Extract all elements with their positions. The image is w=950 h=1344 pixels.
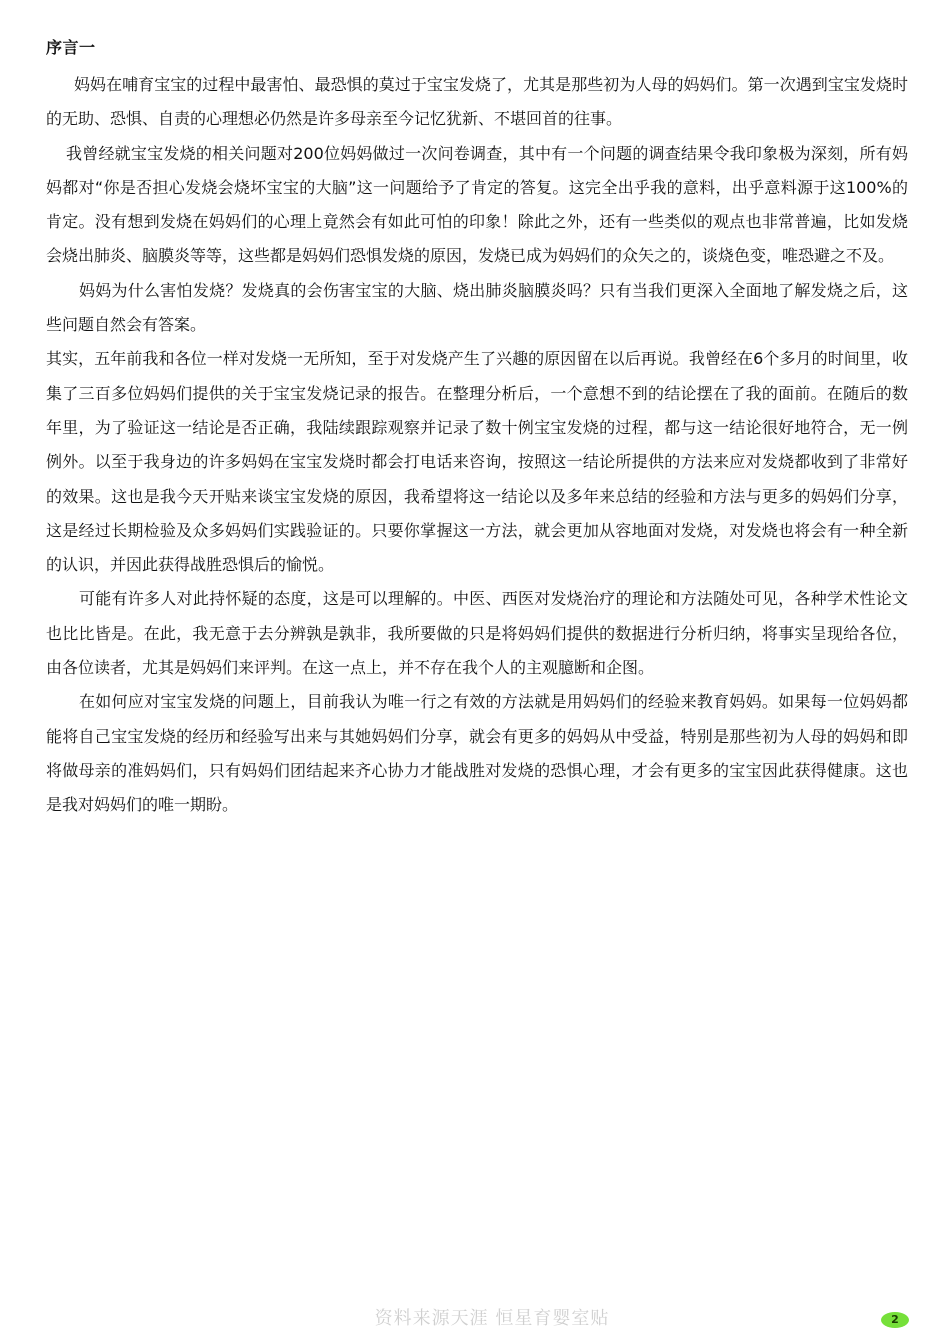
page-number-badge: 2 xyxy=(881,1312,909,1328)
source-watermark: 资料来源天涯 恒星育婴室贴 xyxy=(374,1308,610,1329)
paragraph-3: 妈妈为什么害怕发烧？发烧真的会伤害宝宝的大脑、烧出肺炎脑膜炎吗？只有当我们更深入全面地了解发烧之后，这些问题自然会有答案。 xyxy=(46,280,908,335)
paragraph-5: 可能有许多人对此持怀疑的态度，这是可以理解的。中医、西医对发烧治疗的理论和方法随处可见，各种学术性论文也比比皆是。在此，我无意于去分辨孰是孰非，我所要做的只是将妈妈们提供的数据进行分析归纳，将事实呈现给各位，由各位读者，尤其是妈妈们来评判。在这一点上，并不存在我个人的主观臆断和企图。 xyxy=(46,589,908,678)
section-heading: 序言一 xyxy=(46,38,96,57)
document-body xyxy=(46,36,908,823)
paragraph-4: 其实，五年前我和各位一样对发烧一无所知，至于对发烧产生了兴趣的原因留在以后再说。我曾经在6个多月的时间里，收集了三百多位妈妈们提供的关于宝宝发烧记录的报告。在整理分析后，一个意想不到的结论摆在了我的面前。在随后的数年里，为了验证这一结论是否正确，我陆续跟踪观察并记录了数十例宝宝发烧的过程，都与这一结论很好地符合，无一例例外。以至于我身边的许多妈妈在宝宝发烧时都会打电话来咨询，按照这一结论所提供的方法来应对发烧都收到了非常好的效果。这也是我今天开贴来谈宝宝发烧的原因，我希望将这一结论以及多年来总结的经验和方法与更多的妈妈们分享，这是经过长期检验及众多妈妈们实践验证的。只要你掌握这一方法，就会更加从容地面对发烧，对发烧也将会有一种全新的认识，并因此获得战胜恐惧后的愉悦。 xyxy=(46,349,908,575)
paragraph-6: 在如何应对宝宝发烧的问题上，目前我认为唯一行之有效的方法就是用妈妈们的经验来教育妈妈。如果每一位妈妈都能将自己宝宝发烧的经历和经验写出来与其她妈妈们分享，就会有更多的妈妈从中受益，特别是那些初为人母的妈妈和即将做母亲的准妈妈们，只有妈妈们团结起来齐心协力才能战胜对发烧的恐惧心理，才会有更多的宝宝因此获得健康。这也是我对妈妈们的唯一期盼。 xyxy=(46,692,908,815)
paragraph-1: 妈妈在哺育宝宝的过程中最害怕、最恐惧的莫过于宝宝发烧了，尤其是那些初为人母的妈妈们。第一次遇到宝宝发烧时的无助、恐惧、自责的心理想必仍然是许多母亲至今记忆犹新、不堪回首的往事。 xyxy=(46,75,908,129)
paragraph-2: 我曾经就宝宝发烧的相关问题对200位妈妈做过一次问卷调查，其中有一个问题的调查结果令我印象极为深刻，所有妈妈都对“你是否担心发烧会烧坏宝宝的大脑”这一问题给予了肯定的答复。这完全出乎我的意料，出乎意料源于这100%的肯定。没有想到发烧在妈妈们的心理上竟然会有如此可怕的印象！除此之外，还有一些类似的观点也非常普遍，比如发烧会烧出肺炎、脑膜炎等等，这些都是妈妈们恐惧发烧的原因，发烧已成为妈妈们的众矢之的，谈烧色变，唯恐避之不及。 xyxy=(46,143,908,266)
